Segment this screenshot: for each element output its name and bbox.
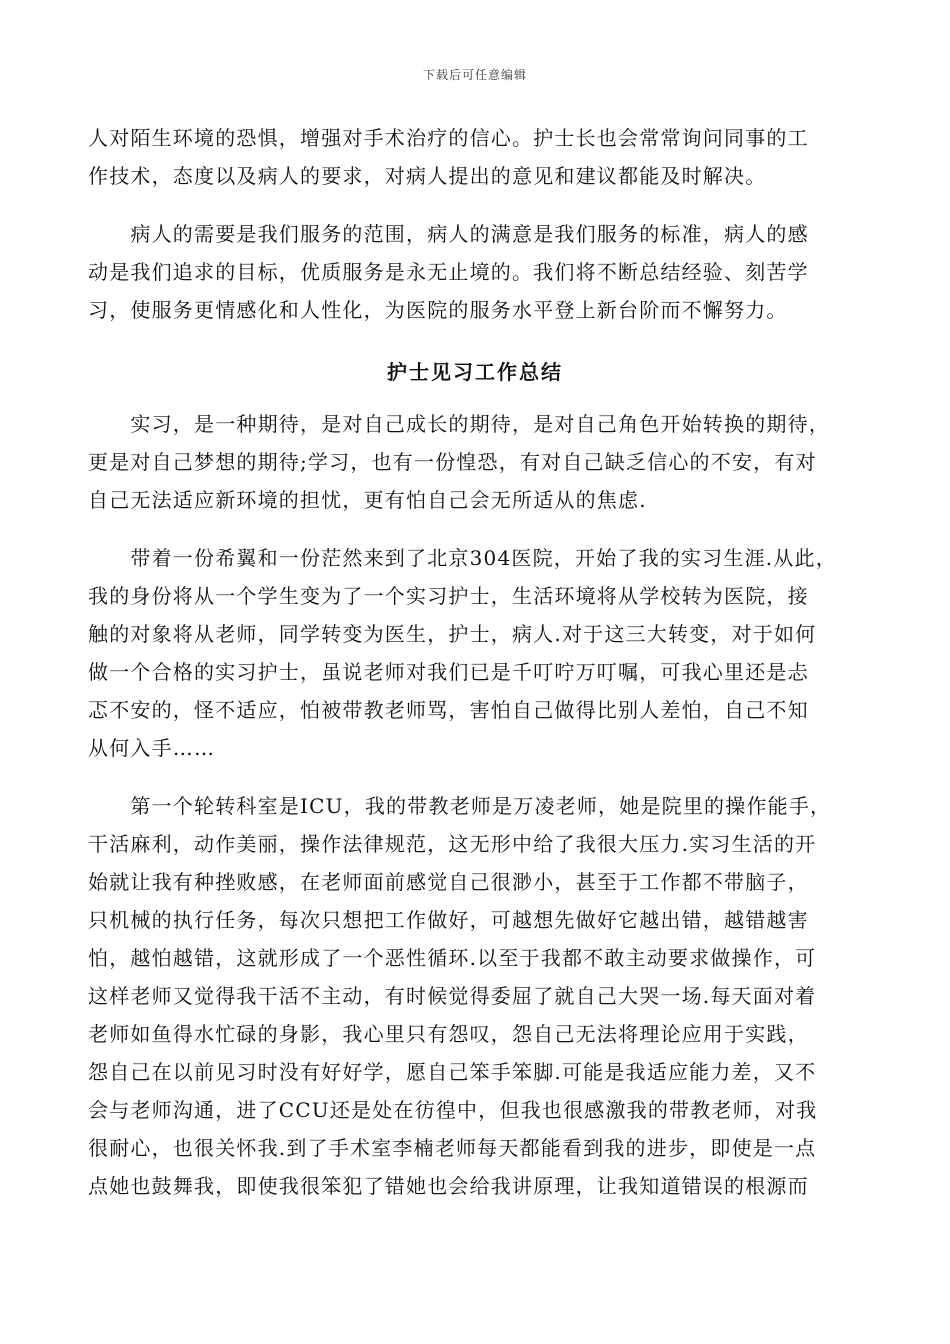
paragraph-3-line-3: 自己无法适应新环境的担忧，更有怕自己会无所适从的焦虑. (88, 488, 647, 512)
paragraph-5-line-7: 老师如鱼得水忙碌的身影，我心里只有怨叹，怨自己无法将理论应用于实践， (88, 1022, 809, 1046)
paragraph-5-line-5: 怕，越怕越错，这就形成了一个恶性循环.以至于我都不敢主动要求做操作，可 (88, 946, 817, 970)
paragraph-2-line-3: 习，使服务更情感化和人性化，为医院的服务水平登上新台阶而不懈努力。 (88, 298, 788, 322)
paragraph-4-line-3: 触的对象将从老师，同学转变为医生，护士，病人.对于这三大转变，对于如何 (88, 622, 817, 646)
paragraph-2-line-1: 病人的需要是我们服务的范围，病人的满意是我们服务的标准，病人的感 (88, 222, 809, 246)
paragraph-5-line-1: 第一个轮转科室是ICU，我的带教老师是万凌老师，她是院里的操作能手， (88, 794, 832, 818)
paragraph-4-line-6: 从何入手…… (88, 736, 216, 760)
page-header-note: 下载后可任意编辑 (422, 68, 527, 82)
paragraph-5-line-8: 怨自己在以前见习时没有好好学，愿自己笨手笨脚.可能是我适应能力差，又不 (88, 1060, 817, 1084)
paragraph-5-line-4: 只机械的执行任务，每次只想把工作做好，可越想先做好它越出错，越错越害 (88, 908, 809, 932)
paragraph-4-line-4: 做一个合格的实习护士，虽说老师对我们已是千叮咛万叮嘱，可我心里还是忐 (88, 660, 809, 684)
paragraph-5-line-10: 很耐心，也很关怀我.到了手术室李楠老师每天都能看到我的进步，即使是一点 (88, 1136, 817, 1160)
paragraph-5-line-9: 会与老师沟通，进了CCU还是处在彷徨中，但我也很感激我的带教老师，对我 (88, 1098, 818, 1122)
section-title: 护士见习工作总结 (387, 360, 563, 384)
paragraph-5-line-3: 始就让我有种挫败感，在老师面前感觉自己很渺小，甚至于工作都不带脑子， (88, 870, 809, 894)
paragraph-5-line-2: 干活麻利，动作美丽，操作法律规范，这无形中给了我很大压力.实习生活的开 (88, 832, 817, 856)
paragraph-2-line-2: 动是我们追求的目标，优质服务是永无止境的。我们将不断总结经验、刻苦学 (88, 260, 809, 284)
paragraph-3-line-2: 更是对自己梦想的期待;学习，也有一份惶恐，有对自己缺乏信心的不安，有对 (88, 450, 817, 474)
paragraph-1-line-1: 人对陌生环境的恐惧，增强对手术治疗的信心。护士长也会常常询问同事的工 (88, 126, 809, 150)
document-body (88, 0, 868, 1344)
paragraph-3-line-1: 实习，是一种期待，是对自己成长的期待，是对自己角色开始转换的期待， (88, 412, 830, 436)
paragraph-5-line-6: 这样老师又觉得我干活不主动，有时候觉得委屈了就自己大哭一场.每天面对着 (88, 984, 817, 1008)
paragraph-1-line-2: 作技术，态度以及病人的要求，对病人提出的意见和建议都能及时解决。 (88, 164, 767, 188)
paragraph-5-line-11: 点她也鼓舞我，即使我很笨犯了错她也会给我讲原理，让我知道错误的根源而 (88, 1174, 809, 1198)
paragraph-4-line-1: 带着一份希翼和一份茫然来到了北京304医院，开始了我的实习生涯.从此， (88, 546, 837, 570)
paragraph-4-line-2: 我的身份将从一个学生变为了一个实习护士，生活环境将从学校转为医院，接 (88, 584, 809, 608)
paragraph-4-line-5: 忑不安的，怪不适应，怕被带教老师骂，害怕自己做得比别人差怕，自己不知 (88, 698, 809, 722)
